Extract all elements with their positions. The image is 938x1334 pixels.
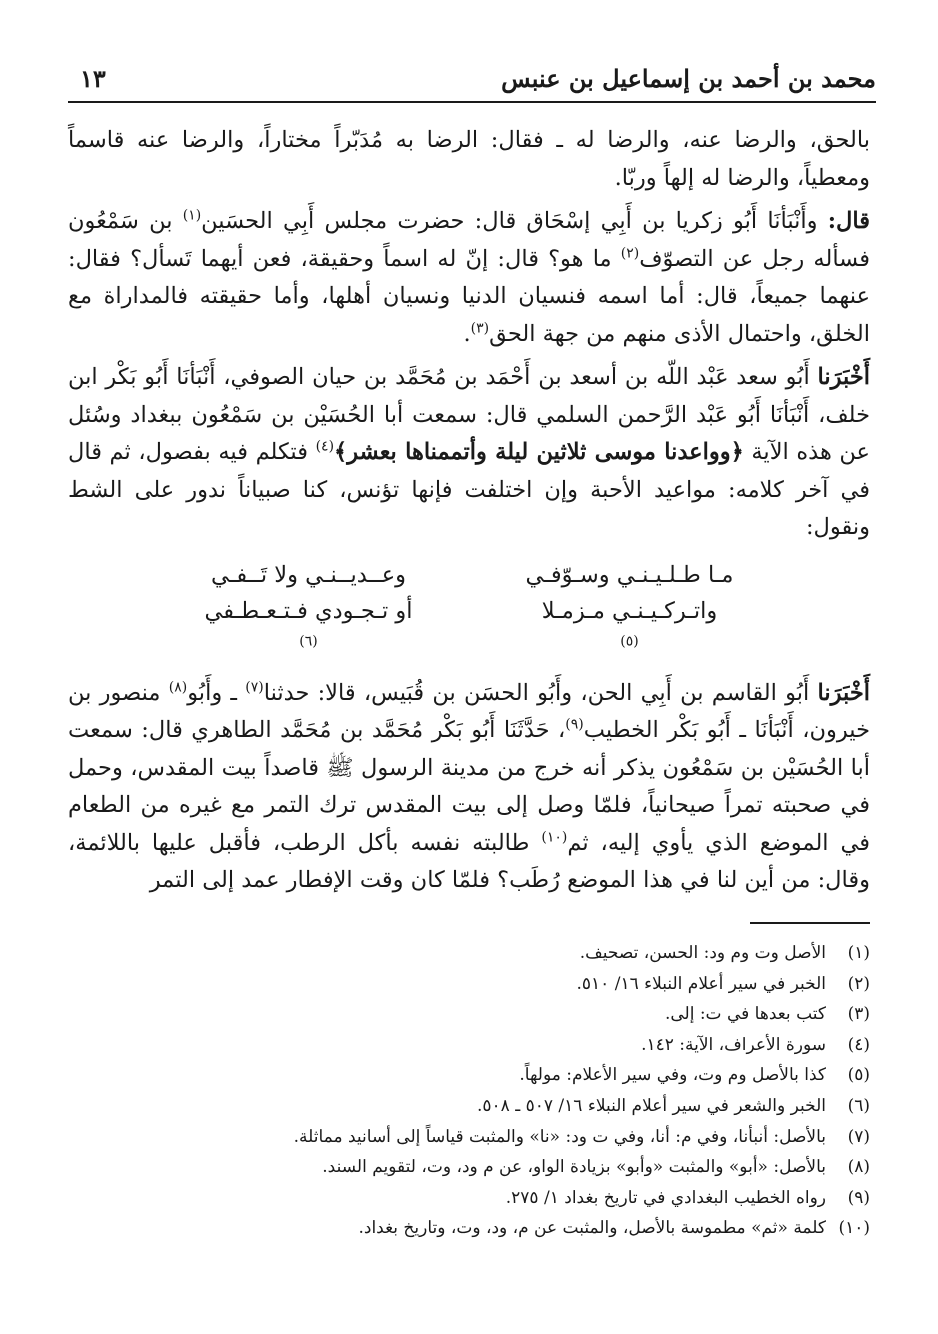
footnote-item (68, 1213, 870, 1244)
footnote-text: بالأصل: «أبو» والمثبت «وأبو» بزيادة الواو، عن م ود، وت، لتقويم السند. (322, 1157, 826, 1178)
paragraph-text: أَبُو القاسم بن أَبِي الحن، وأَبُو الحسَن بن قُبَيس، قالا: حدثنا (263, 679, 818, 706)
footnote-ref: (٨) (168, 679, 188, 695)
paragraph-4 (68, 675, 870, 900)
footnote-ref: (٩) (565, 716, 584, 733)
paragraph-text: منصور بن خيرون، أَنْبَأنَا ـ أَبُو بَكْر الخطيب (68, 679, 870, 743)
footnote-ref: (٢) (620, 245, 640, 261)
footnote-text: سورة الأعراف، الآية: ١٤٢. (641, 1034, 826, 1055)
footnote-item (68, 969, 870, 1000)
paragraph-text: بن سَمْعُون فسأله رجل عن التصوّف (68, 208, 870, 272)
footnote-rule (750, 922, 870, 924)
footnote-ref: (٥) (620, 633, 639, 649)
paragraph-text: ، حَدَّثَنَا أَبُو بَكْر مُحَمَّد بن مُحَمَّد الطاهري قال: سمعت أبا الحُسَيْن بن سَمْعُون يذكر أنه خرج من مدينة الرسول ﷺ قاصداً بيت المقدس، وحمل في صحبته تمراً صيحانياً، فلمّا وصل إلى بيت المقدس ترك التمر مع غيره من الطعام في الموضع الذي يأوي إليه، ثم (68, 717, 871, 856)
footnote-item (68, 1152, 870, 1183)
footnote-item (68, 1060, 870, 1091)
paragraph-text: وأَنْبَأنَا أَبُو زكريا بن أَبِي إسْحَاق قال: حضرت مجلس أَبِي الحسَين (201, 208, 828, 234)
footnote-number: (١) (847, 943, 870, 963)
footnote-number: (٩) (847, 1187, 870, 1208)
paragraph-lead: أَخْبَرَنا (817, 364, 870, 390)
paragraph-text: ما هو؟ قال: إنّ له اسماً وحقيقة، فعن أيهما تَسأل؟ فقال: عنهما جميعاً، قال: أما اسمه فنسيان الدنيا ونسيان أهلها، وأما حقيقته فالمداراة مع الخلق، واحتمال الأذى منهم من جهة الحق (68, 245, 870, 347)
footnote-number: (٨) (847, 1157, 870, 1178)
footnote-number: (٤) (847, 1034, 870, 1055)
footnote-text: كتب بعدها في ت: إلى. (664, 1004, 826, 1025)
footnote-number: (٦) (847, 1095, 870, 1116)
footnote-number: (١٠) (838, 1218, 870, 1239)
footnote-item (68, 1122, 870, 1153)
footnote-text: الأصل وت وم ود: الحسن، تصحيف. (579, 943, 826, 963)
footnote-number: (٢) (847, 973, 870, 994)
paragraph-text: أَبُو سعد عَبْد اللّه بن أسعد بن أَحْمَد بن مُحَمَّد بن حيان الصوفي، أَنْبَأنَا أَبُو بَكْر ابن خلف، أَنْبَأنَا أَبُو عَبْد الرَّحمن السلمي قال: سمعت أبا الحُسَيْن بن سَمْعُون ببغداد وسُئل عن هذه الآية (68, 364, 870, 465)
poem-verse (68, 553, 870, 669)
running-header (80, 58, 876, 98)
paragraph-lead: أَخْبَرَنا (817, 679, 870, 706)
footnote-text: كذا بالأصل وم وت، وفي سير الأعلام: مولهاً. (519, 1065, 826, 1086)
verse-text: أو تـجـودي فـتـعـطـفي (204, 597, 413, 624)
footnote-number: (٣) (847, 1004, 870, 1025)
footnote-ref: (٤) (315, 438, 335, 455)
footnote-number: (٥) (847, 1065, 870, 1086)
quran-quote: ﴿وواعدنا موسى ثلاثين ليلة وأتممناها بعشر﴾ (334, 439, 744, 465)
running-title: محمد بن أحمد بن إسماعيل بن عنبس (501, 63, 876, 93)
verse-hemistich: مـا طـلـيـنـي وسـوّفـي (525, 561, 734, 588)
page-number: ١٣ (80, 63, 106, 93)
paragraph-text: . (463, 320, 471, 347)
header-rule (68, 101, 876, 103)
footnote-text: كلمة «ثم» مطموسة بالأصل، والمثبت عن م، ود، وت، وتاريخ بغداد. (358, 1218, 826, 1239)
paragraph-2 (68, 203, 870, 353)
footnote-item (68, 1091, 870, 1122)
paragraph-text: ـ وأَبُو (187, 679, 246, 706)
footnote-ref: (٦) (299, 633, 318, 649)
footnote-text: رواه الخطيب البغدادي في تاريخ بغداد ١/ ٢٧٥. (505, 1187, 826, 1208)
footnotes-list (68, 938, 870, 1244)
footnote-text: الخبر في سير أعلام النبلاء ١٦/ ٥١٠. (576, 973, 826, 994)
paragraph-lead: قال: (827, 208, 871, 234)
paragraph-text: طالبته نفسه بأكل الرطب، فأقبل عليها باللائمة، وقال: من أين لنا في هذا الموضع رُطَب؟ فلمّا كان وقت الإفطار عمد إلى التمر (68, 829, 870, 893)
footnote-ref: (١٠) (541, 829, 568, 845)
footnote-ref: (١) (182, 207, 202, 224)
footnote-ref: (٧) (245, 679, 264, 695)
paragraph-3 (68, 359, 870, 547)
footnote-text: بالأصل: أنبأنا، وفي م: أنا، وفي ت ود: «نا» والمثبت قياساً إلى أسانيد مماثلة. (293, 1126, 826, 1147)
footnote-item (68, 938, 870, 969)
verse-hemistich (178, 593, 439, 665)
verse-hemistich: وعــديــنـي ولا تَــفـي (210, 561, 407, 588)
verse-hemistich (499, 593, 760, 665)
footnote-number: (٧) (847, 1126, 870, 1147)
footnote-item (68, 1030, 870, 1061)
paragraph-text: فتكلم فيه بفصول، ثم قال في آخر كلامه: مواعيد الأحبة وإن اختلفت فإنها تؤنس، كنا صبياناً ندور على الشط ونقول: (68, 439, 870, 540)
paragraph-1: بالحق، والرضا عنه، والرضا له ـ فقال: الرضا به مُدَبّراً مختاراً، والرضا عنه قاسماً ومعطياً، والرضا له إلهاً وربّا. (68, 127, 870, 191)
verse-text: واتـركـيـنـي مـزمـلا (541, 597, 718, 624)
footnote-text: الخبر والشعر في سير أعلام النبلاء ١٦/ ٥٠٧ ـ ٥٠٨. (477, 1095, 826, 1116)
footnote-item (68, 1183, 870, 1214)
footnote-item (68, 999, 870, 1030)
main-text (68, 122, 870, 906)
footnote-ref: (٣) (470, 320, 490, 336)
